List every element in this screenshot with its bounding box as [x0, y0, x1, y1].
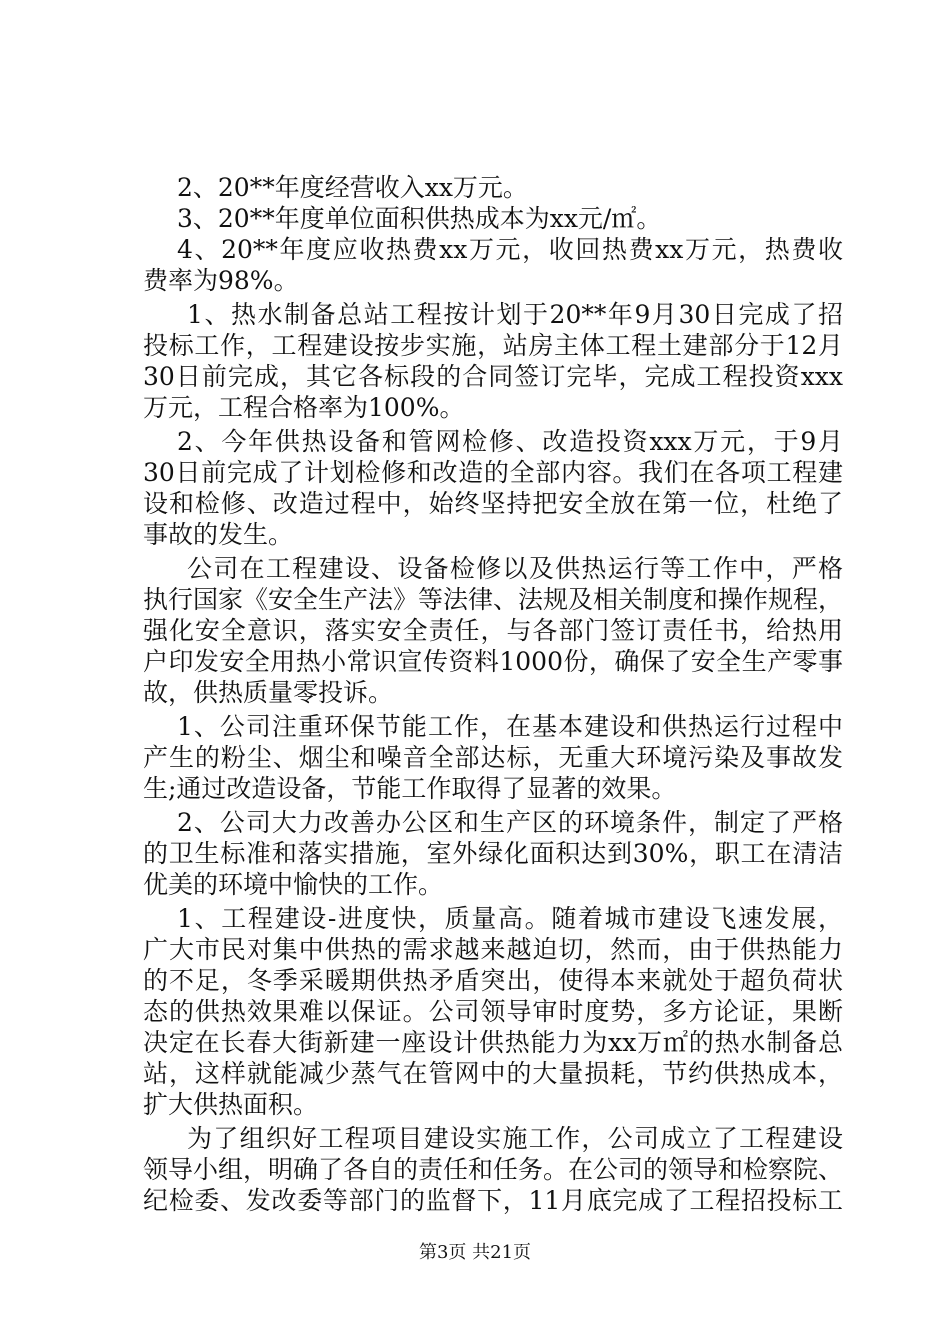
text-line: 优美的环境中愉快的工作。 — [143, 870, 444, 899]
paragraph-safety-production — [143, 553, 843, 708]
paragraph-heating-fee — [143, 234, 843, 296]
text-line: 投标工作，工程建设按步实施，站房主体工程土建部分于12月 — [143, 331, 843, 360]
text-line: 万元，工程合格率为100%。 — [143, 393, 465, 422]
text-line: 4、20**年度应收热费xx万元，收回热费xx万元，热费收 — [177, 235, 843, 264]
paragraph-maintenance-investment — [143, 426, 843, 550]
text-line: 费率为98%。 — [143, 266, 299, 295]
text-line: 户印发安全用热小常识宣传资料1000份，确保了安全生产零事 — [143, 647, 843, 676]
text-line: 生;通过改造设备，节能工作取得了显著的效果。 — [143, 774, 677, 803]
text-line: 强化安全意识，落实安全责任，与各部门签订责任书，给热用 — [143, 616, 843, 645]
text-line: 3、20**年度单位面积供热成本为xx元/㎡。 — [177, 204, 662, 233]
text-line: 2、公司大力改善办公区和生产区的环境条件，制定了严格 — [177, 808, 843, 837]
text-line: 公司在工程建设、设备检修以及供热运行等工作中，严格 — [187, 554, 843, 583]
paragraph-project-construction — [143, 903, 843, 1120]
document-body — [143, 172, 843, 1216]
paragraph-office-environment — [143, 807, 843, 900]
text-line: 决定在长春大街新建一座设计供热能力为xx万㎡的热水制备总 — [143, 1028, 843, 1057]
text-line: 1、公司注重环保节能工作，在基本建设和供热运行过程中 — [177, 712, 843, 741]
text-line: 执行国家《安全生产法》等法律、法规及相关制度和操作规程， — [143, 585, 844, 614]
paragraph-annual-revenue — [143, 172, 843, 203]
text-line: 30日前完成了计划检修和改造的全部内容。我们在各项工程建 — [143, 458, 843, 487]
text-line: 领导小组，明确了各自的责任和任务。在公司的领导和检察院、 — [143, 1155, 844, 1184]
text-line: 为了组织好工程项目建设实施工作，公司成立了工程建设 — [187, 1124, 843, 1153]
paragraph-project-organization — [143, 1123, 843, 1216]
text-line: 30日前完成，其它各标段的合同签订完毕，完成工程投资xxx — [143, 362, 843, 391]
text-line: 扩大供热面积。 — [143, 1090, 319, 1119]
text-line: 事故的发生。 — [143, 520, 294, 549]
text-line: 产生的粉尘、烟尘和噪音全部达标，无重大环境污染及事故发 — [143, 743, 843, 772]
text-line: 态的供热效果难以保证。公司领导审时度势，多方论证，果断 — [143, 997, 843, 1026]
text-line: 设和检修、改造过程中，始终坚持把安全放在第一位，杜绝了 — [143, 489, 843, 518]
text-line: 2、今年供热设备和管网检修、改造投资xxx万元，于9月 — [177, 427, 843, 456]
page-number-footer: 第3页 共21页 — [418, 1242, 532, 1263]
text-line: 1、热水制备总站工程按计划于20**年9月30日完成了招 — [187, 300, 843, 329]
text-line: 1、工程建设-进度快，质量高。随着城市建设飞速发展， — [177, 904, 843, 933]
text-line: 站，这样就能减少蒸气在管网中的大量损耗，节约供热成本， — [143, 1059, 843, 1088]
paragraph-heating-cost — [143, 203, 843, 234]
text-line: 的不足，冬季采暖期供热矛盾突出，使得本来就处于超负荷状 — [143, 966, 843, 995]
text-line: 纪检委、发改委等部门的监督下，11月底完成了工程招投标工 — [143, 1186, 843, 1215]
paragraph-environmental-protection — [143, 711, 843, 804]
text-line: 广大市民对集中供热的需求越来越迫切，然而，由于供热能力 — [143, 935, 843, 964]
text-line: 故，供热质量零投诉。 — [143, 678, 394, 707]
paragraph-heating-station-project — [143, 299, 843, 423]
text-line: 2、20**年度经营收入xx万元。 — [177, 173, 528, 202]
text-line: 的卫生标准和落实措施，室外绿化面积达到30%，职工在清洁 — [143, 839, 843, 868]
